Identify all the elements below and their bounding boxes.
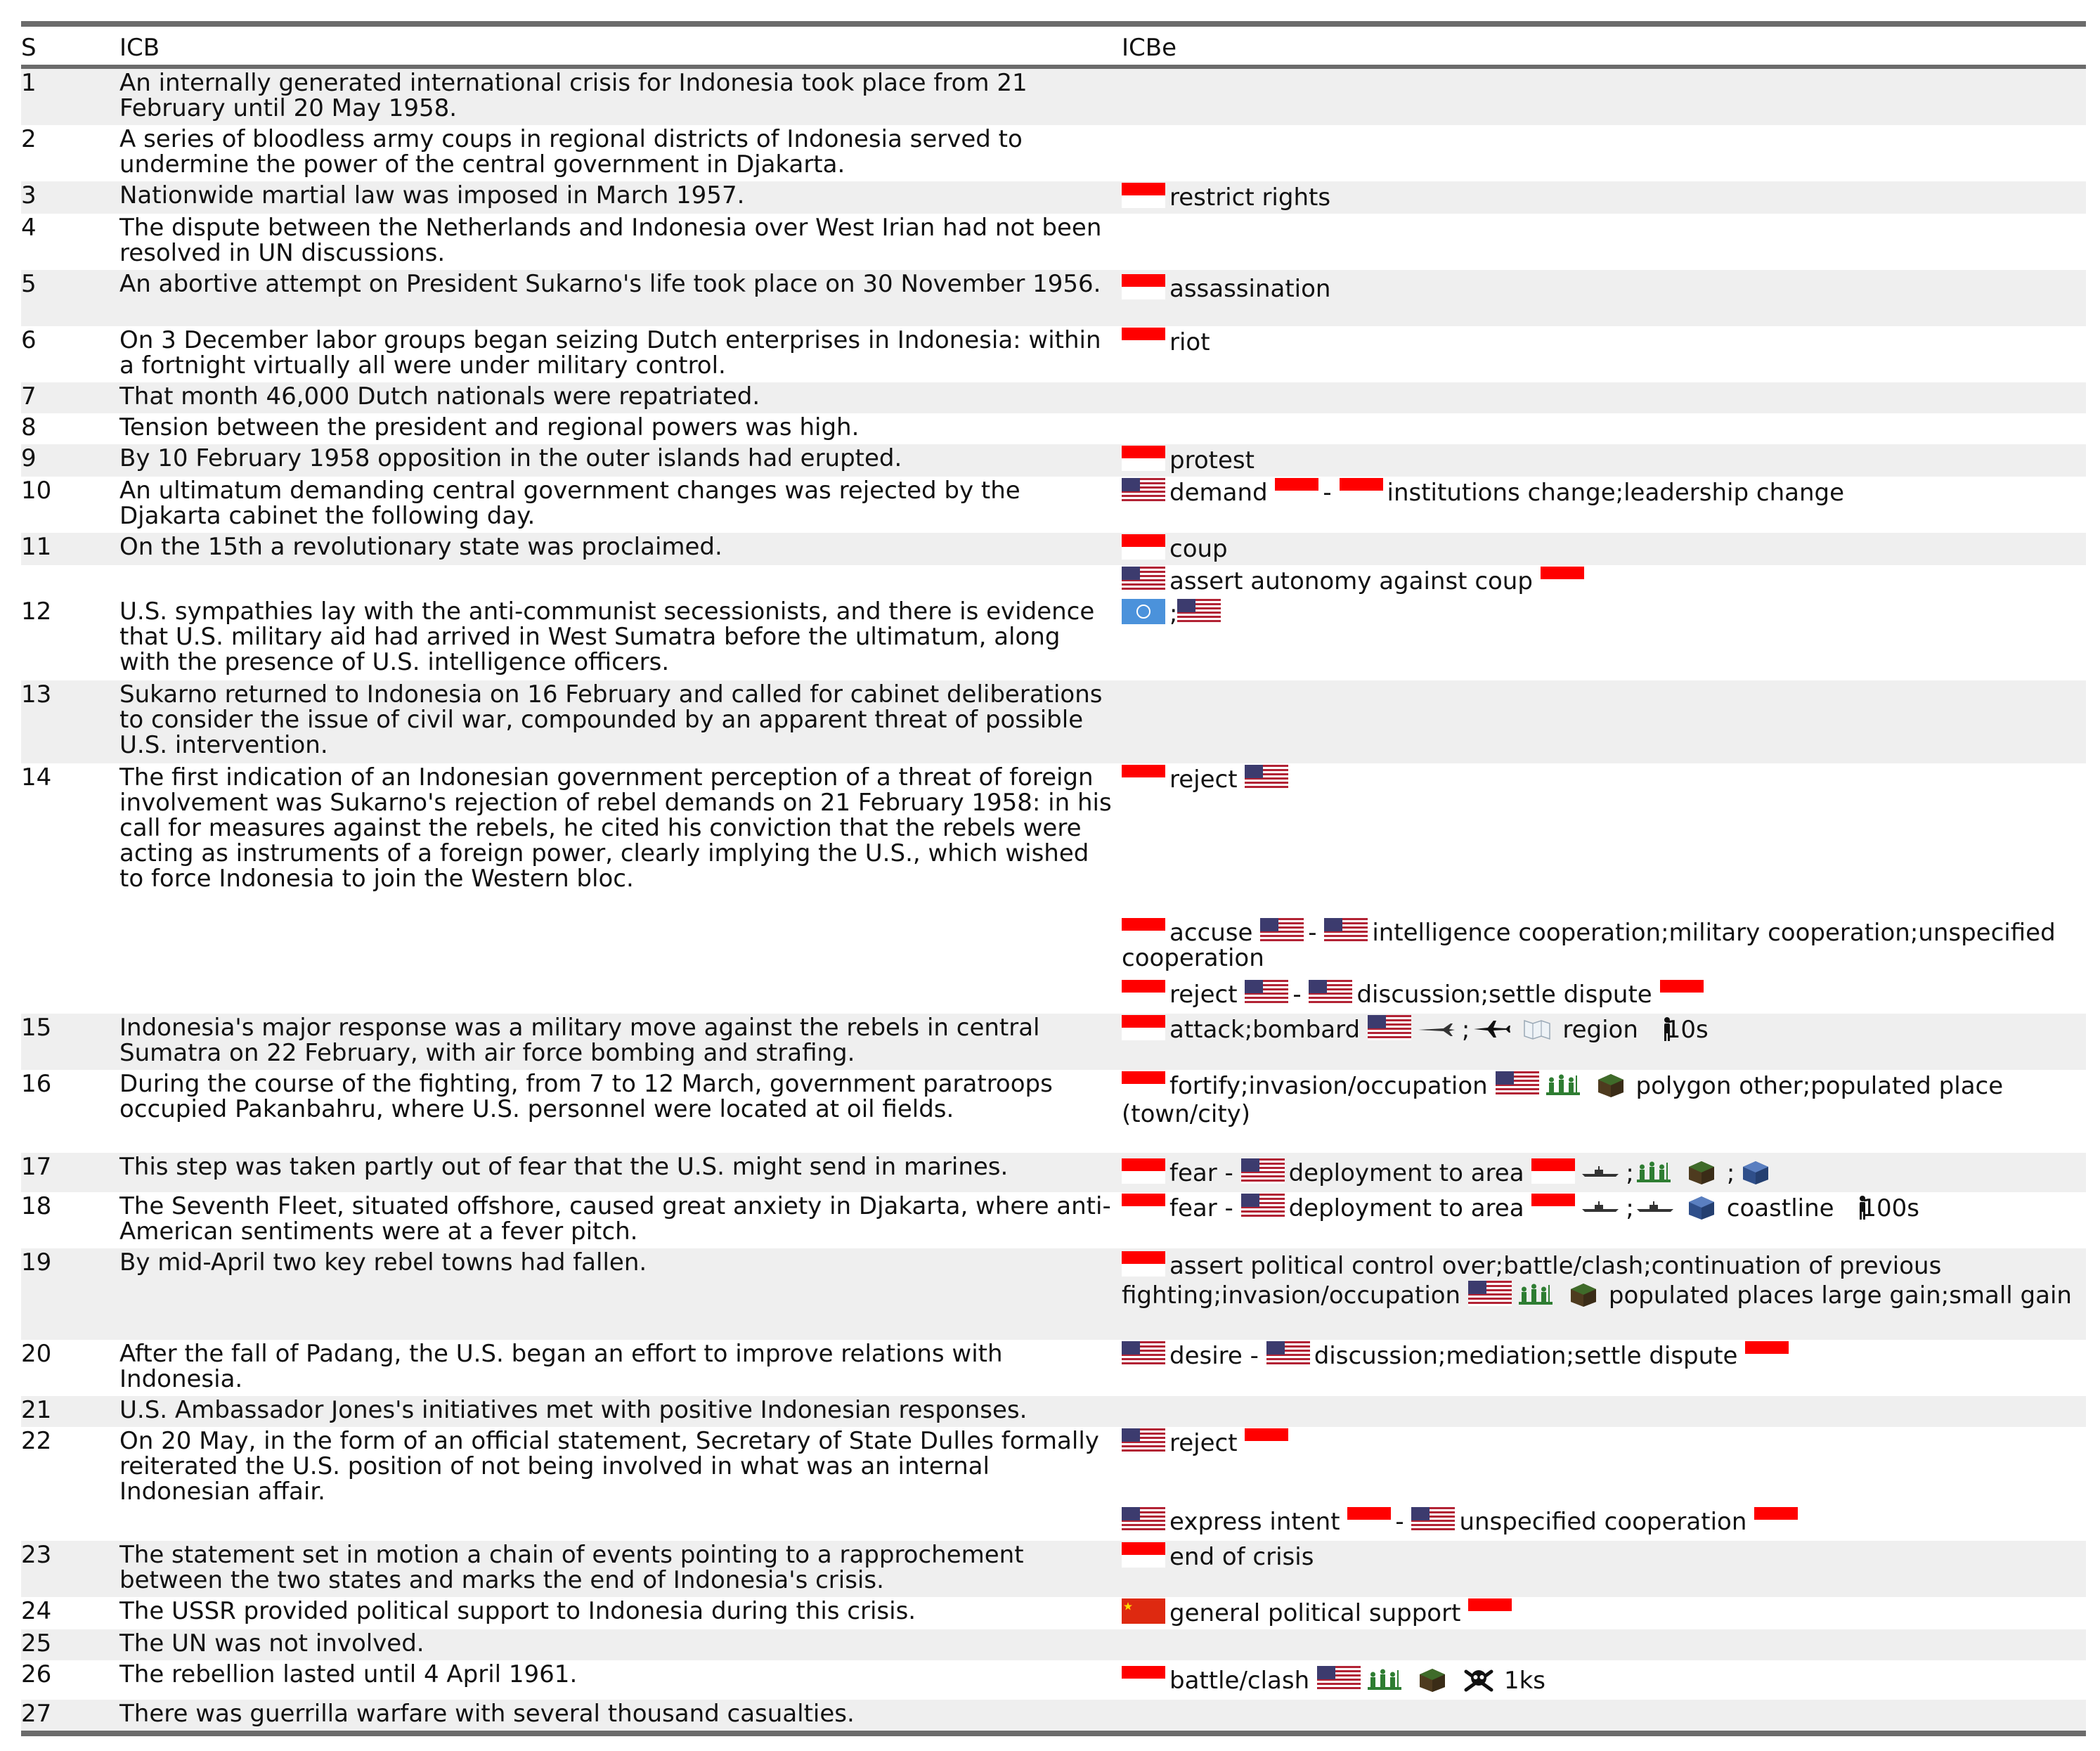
event-label: reject xyxy=(1169,1429,1238,1457)
indonesia-flag-icon xyxy=(1122,1194,1165,1219)
event xyxy=(1122,534,2086,567)
row-s: 12 xyxy=(21,597,52,626)
event-label: restrict rights xyxy=(1169,183,1331,212)
event-label: region xyxy=(1562,1016,1638,1044)
us-flag-icon xyxy=(1122,1507,1165,1532)
row-s: 11 xyxy=(21,533,52,561)
table-row xyxy=(21,444,2086,477)
row-s: 6 xyxy=(21,326,37,354)
row-s: 22 xyxy=(21,1427,52,1455)
event-label: demand xyxy=(1169,479,1268,507)
row-s: 14 xyxy=(21,763,52,791)
land-cube-icon xyxy=(1411,1667,1453,1693)
us-flag-icon xyxy=(1245,980,1288,1005)
us-flag-icon xyxy=(1309,980,1352,1005)
event-label: desire - xyxy=(1169,1342,1259,1370)
event-label: discussion;mediation;settle dispute xyxy=(1314,1342,1738,1370)
event xyxy=(1122,1250,2086,1310)
row-s: 2 xyxy=(21,125,37,153)
row-icbe xyxy=(1122,597,2086,680)
indonesia-flag-icon xyxy=(1468,1598,1512,1624)
row-icb: The rebellion lasted until 4 April 1961. xyxy=(119,1660,578,1688)
event-label: riot xyxy=(1169,328,1210,356)
table-row xyxy=(21,413,2086,444)
header-icb: ICB xyxy=(119,34,160,62)
soldiers-icon xyxy=(1365,1667,1407,1693)
table-row xyxy=(21,125,2086,181)
table-row xyxy=(21,1396,2086,1427)
land-cube-icon xyxy=(1562,1282,1605,1307)
row-icbe xyxy=(1122,382,2086,413)
row-s: 7 xyxy=(21,382,37,411)
us-flag-icon xyxy=(1245,765,1288,790)
event-label: express intent xyxy=(1169,1508,1340,1536)
row-icb: An abortive attempt on President Sukarno's life took place on 30 November 1956. xyxy=(119,270,1101,298)
event xyxy=(1122,1507,2086,1539)
soldiers-icon xyxy=(1634,1160,1676,1185)
row-icbe xyxy=(1122,326,2086,382)
indonesia-flag-icon xyxy=(1531,1194,1575,1219)
airplane-icon xyxy=(1470,1016,1512,1042)
table-row xyxy=(21,1192,2086,1248)
event-separator: ; xyxy=(1626,1194,1634,1222)
us-flag-icon xyxy=(1177,599,1221,624)
land-cube-icon xyxy=(1680,1160,1723,1185)
indonesia-flag-icon xyxy=(1122,1158,1165,1184)
event-label: 1ks xyxy=(1503,1667,1545,1695)
fighter-jet-icon xyxy=(1415,1016,1458,1042)
skull-crossbones-icon xyxy=(1458,1667,1500,1693)
row-icb: An ultimatum demanding central government changes was rejected by the Djakarta cabinet the following day. xyxy=(119,477,1020,530)
row-s: 8 xyxy=(21,413,37,441)
event-label: discussion;settle dispute xyxy=(1356,981,1652,1009)
row-s: 16 xyxy=(21,1070,52,1098)
event-label: end of crisis xyxy=(1169,1543,1314,1571)
us-flag-icon xyxy=(1122,478,1165,503)
event xyxy=(1122,1341,2086,1374)
header-icbe: ICBe xyxy=(1122,34,1177,62)
row-icbe xyxy=(1122,1660,2086,1700)
us-flag-icon xyxy=(1122,1428,1165,1454)
event-label: populated places large gain;small gain xyxy=(1608,1281,2072,1310)
event xyxy=(1122,980,2086,1012)
row-icb: Sukarno returned to Indonesia on 16 February and called for cabinet deliberations to consider the issue of civil war, compounded by an apparent threat of possible U.S. intervention. xyxy=(119,680,1103,759)
row-s: 23 xyxy=(21,1541,52,1569)
table-row xyxy=(21,680,2086,763)
un-flag-icon xyxy=(1122,599,1165,624)
row-icb: During the course of the fighting, from 7 to 12 March, government paratroops occupied Pakanbahru, where U.S. personnel were located at oil fields. xyxy=(119,1070,1053,1123)
row-icb: The statement set in motion a chain of events pointing to a rapprochement between the two states and marks the end of Indonesia's crisis. xyxy=(119,1541,1024,1594)
event-label: deployment to area xyxy=(1288,1159,1524,1187)
event-label: accuse xyxy=(1169,919,1253,947)
row-icb: Tension between the president and regional powers was high. xyxy=(119,413,860,441)
event xyxy=(1122,1154,2086,1191)
header-row xyxy=(21,27,2086,65)
row-icbe xyxy=(1122,413,2086,444)
top-rule xyxy=(21,21,2086,27)
row-s: 17 xyxy=(21,1153,52,1181)
row-s: 20 xyxy=(21,1340,52,1368)
row-s: 10 xyxy=(21,477,52,505)
row-s: 18 xyxy=(21,1192,52,1220)
table-row xyxy=(21,1597,2086,1629)
row-icbe xyxy=(1122,477,2086,533)
event-separator: - xyxy=(1308,919,1317,947)
event-label: assassination xyxy=(1169,275,1331,303)
table-row xyxy=(21,181,2086,214)
table-row xyxy=(21,1153,2086,1192)
event-separator: - xyxy=(1323,479,1332,507)
event xyxy=(1122,1015,2086,1047)
water-cube-icon xyxy=(1680,1195,1723,1220)
event xyxy=(1122,1194,2086,1226)
event-label: reject xyxy=(1169,981,1238,1009)
header-s: S xyxy=(21,34,37,62)
us-flag-icon xyxy=(1122,567,1165,592)
event-separator: ; xyxy=(1726,1159,1735,1187)
event xyxy=(1122,1662,2086,1698)
us-flag-icon xyxy=(1241,1194,1285,1219)
event-label: protest xyxy=(1169,446,1255,474)
row-s: 19 xyxy=(21,1248,52,1277)
row-s: 15 xyxy=(21,1014,52,1042)
row-icbe xyxy=(1122,1597,2086,1629)
row-icbe xyxy=(1122,1629,2086,1660)
row-icb: An internally generated international crisis for Indonesia took place from 21 February until 20 May 1958. xyxy=(119,69,1028,122)
us-flag-icon xyxy=(1411,1507,1455,1532)
event-label: polygon other;populated place (town/city) xyxy=(1122,1072,2004,1128)
row-icbe xyxy=(1122,1014,2086,1070)
table-row xyxy=(21,1541,2086,1597)
row-s: 26 xyxy=(21,1660,52,1688)
person-icon xyxy=(1646,1016,1661,1042)
row-s: 5 xyxy=(21,270,37,298)
row-icb: U.S. sympathies lay with the anti-communist secessionists, and there is evidence that U.S. military aid had arrived in West Sumatra before the ultimatum, along with the presence of U.S. intelligence officers. xyxy=(119,597,1095,676)
us-flag-icon xyxy=(1241,1158,1285,1184)
table-row xyxy=(21,270,2086,326)
indonesia-flag-icon xyxy=(1745,1341,1789,1366)
row-icbe xyxy=(1122,69,2086,125)
row-icbe xyxy=(1122,1541,2086,1597)
indonesia-flag-icon xyxy=(1340,478,1383,503)
us-flag-icon xyxy=(1368,1015,1411,1040)
row-icbe xyxy=(1122,214,2086,270)
table-row xyxy=(21,1340,2086,1396)
row-icb: The dispute between the Netherlands and Indonesia over West Irian had not been resolved in UN discussions. xyxy=(119,214,1102,267)
indonesia-flag-icon xyxy=(1275,478,1318,503)
row-s: 25 xyxy=(21,1629,52,1658)
table-row xyxy=(21,597,2086,680)
event-label: attack;bombard xyxy=(1169,1016,1361,1044)
row-icbe xyxy=(1122,1248,2086,1340)
row-icb: The UN was not involved. xyxy=(119,1629,424,1658)
indonesia-flag-icon xyxy=(1122,328,1165,353)
table-row xyxy=(21,1629,2086,1660)
row-icb: After the fall of Padang, the U.S. began an effort to improve relations with Indonesia. xyxy=(119,1340,1003,1393)
ship-icon xyxy=(1634,1195,1676,1220)
row-icb: The USSR provided political support to Indonesia during this crisis. xyxy=(119,1597,916,1625)
row-icb: U.S. Ambassador Jones's initiatives met with positive Indonesian responses. xyxy=(119,1396,1028,1424)
row-icb: On 20 May, in the form of an official statement, Secretary of State Dulles formally reiterated the U.S. position of not being involved in what was an internal Indonesian affair. xyxy=(119,1427,1099,1506)
row-icbe xyxy=(1122,1153,2086,1192)
event-separator: - xyxy=(1292,981,1302,1009)
indonesia-flag-icon xyxy=(1122,183,1165,208)
row-s: 24 xyxy=(21,1597,52,1625)
row-icbe xyxy=(1122,1396,2086,1427)
indonesia-flag-icon xyxy=(1347,1507,1391,1532)
indonesia-flag-icon xyxy=(1122,446,1165,471)
indonesia-flag-icon xyxy=(1122,1542,1165,1568)
indonesia-flag-icon xyxy=(1531,1158,1575,1184)
table-row xyxy=(21,1248,2086,1340)
indonesia-flag-icon xyxy=(1245,1428,1288,1454)
us-flag-icon xyxy=(1260,918,1304,943)
event xyxy=(1122,183,2086,215)
row-icbe xyxy=(1122,444,2086,477)
row-s: 13 xyxy=(21,680,52,709)
event xyxy=(1122,271,2086,306)
event xyxy=(1122,478,2086,510)
event-label: assert autonomy against coup xyxy=(1169,567,1533,595)
row-s: 3 xyxy=(21,181,37,209)
row-icbe xyxy=(1122,1070,2086,1153)
event-separator: ; xyxy=(1169,600,1178,628)
row-icbe xyxy=(1122,125,2086,181)
event-label: institutions change;leadership change xyxy=(1387,479,1844,507)
row-icb: On 3 December labor groups began seizing Dutch enterprises in Indonesia: within a fortnight virtually all were under military control. xyxy=(119,326,1101,380)
event xyxy=(1122,599,2086,631)
us-flag-icon xyxy=(1496,1071,1539,1097)
table-row xyxy=(21,382,2086,413)
row-icbe xyxy=(1122,533,2086,565)
table-row-continuation xyxy=(21,565,2086,597)
event-label: fortify;invasion/occupation xyxy=(1169,1072,1488,1100)
row-icb: On the 15th a revolutionary state was proclaimed. xyxy=(119,533,722,561)
event-label: deployment to area xyxy=(1288,1194,1524,1222)
us-flag-icon xyxy=(1324,918,1368,943)
us-flag-icon xyxy=(1317,1666,1361,1691)
row-icb: A series of bloodless army coups in regional districts of Indonesia served to undermine the power of the central government in Djakarta. xyxy=(119,125,1023,179)
row-icbe xyxy=(1122,270,2086,326)
event xyxy=(1122,1598,2086,1631)
us-flag-icon xyxy=(1266,1341,1310,1366)
row-icbe xyxy=(1122,565,2086,597)
event-label: unspecified cooperation xyxy=(1459,1508,1747,1536)
event xyxy=(1122,1542,2086,1575)
row-icbe xyxy=(1122,1427,2086,1541)
table-row xyxy=(21,1070,2086,1153)
event-label: general political support xyxy=(1169,1599,1461,1627)
table-row xyxy=(21,763,2086,1014)
table-row xyxy=(21,1700,2086,1731)
event xyxy=(1122,1428,2086,1461)
event-label: assert political control over;battle/clash;continuation of previous fighting;invasion/occupation xyxy=(1122,1252,1942,1310)
ship-icon xyxy=(1579,1195,1621,1220)
indonesia-flag-icon xyxy=(1122,1251,1165,1277)
row-icb: By mid-April two key rebel towns had fallen. xyxy=(119,1248,647,1277)
row-icbe xyxy=(1122,181,2086,214)
table-row xyxy=(21,477,2086,533)
event xyxy=(1122,765,2086,797)
row-icb: The first indication of an Indonesian government perception of a threat of foreign involvement was Sukarno's rejection of rebel demands on 21 February 1958: in his call for measures against the rebels, he cited his conviction that the rebels were acting as instruments of a foreign power, clearly implying the U.S., which wished to force Indonesia to join the Western bloc. xyxy=(119,763,1112,893)
table-row xyxy=(21,1660,2086,1700)
event-label: fear - xyxy=(1169,1194,1233,1222)
indonesia-flag-icon xyxy=(1122,534,1165,560)
row-s: 9 xyxy=(21,444,37,472)
indonesia-flag-icon xyxy=(1122,274,1165,299)
row-icbe xyxy=(1122,680,2086,763)
event-label: 10s xyxy=(1665,1016,1709,1044)
event-label: reject xyxy=(1169,765,1238,794)
event-label: coastline xyxy=(1726,1194,1834,1222)
soldiers-icon xyxy=(1543,1073,1586,1098)
row-s: 21 xyxy=(21,1396,52,1424)
row-s: 27 xyxy=(21,1700,52,1728)
event-separator: ; xyxy=(1461,1016,1470,1044)
table-row xyxy=(21,1014,2086,1070)
row-icbe xyxy=(1122,763,2086,1014)
indonesia-flag-icon xyxy=(1541,567,1584,592)
table-row xyxy=(21,326,2086,382)
row-icbe xyxy=(1122,1192,2086,1248)
row-icb: The Seventh Fleet, situated offshore, caused great anxiety in Djakarta, where anti-American sentiments were at a fever pitch. xyxy=(119,1192,1111,1246)
indonesia-flag-icon xyxy=(1122,918,1165,943)
indonesia-flag-icon xyxy=(1660,980,1704,1005)
indonesia-flag-icon xyxy=(1122,765,1165,790)
event xyxy=(1122,918,2086,976)
ship-icon xyxy=(1579,1160,1621,1185)
us-flag-icon xyxy=(1468,1281,1512,1306)
land-cube-icon xyxy=(1590,1073,1632,1098)
table-row xyxy=(21,533,2086,565)
row-icb: That month 46,000 Dutch nationals were repatriated. xyxy=(119,382,760,411)
event-separator: - xyxy=(1395,1508,1404,1536)
row-icb: Nationwide martial law was imposed in March 1957. xyxy=(119,181,745,209)
person-icon xyxy=(1841,1195,1857,1220)
indonesia-flag-icon xyxy=(1122,980,1165,1005)
event-label: 100s xyxy=(1861,1194,1919,1222)
row-icb: There was guerrilla warfare with several thousand casualties. xyxy=(119,1700,855,1728)
event xyxy=(1122,328,2086,360)
event-label: fear - xyxy=(1169,1159,1233,1187)
water-cube-icon xyxy=(1735,1160,1777,1185)
map-icon xyxy=(1516,1016,1558,1042)
soldiers-icon xyxy=(1516,1282,1558,1307)
bottom-rule xyxy=(21,1731,2086,1736)
event-label: battle/clash xyxy=(1169,1667,1310,1695)
event xyxy=(1122,567,2086,599)
indonesia-flag-icon xyxy=(1754,1507,1798,1532)
indonesia-flag-icon xyxy=(1122,1666,1165,1691)
row-s: 4 xyxy=(21,214,37,242)
event xyxy=(1122,446,2086,478)
row-s: 1 xyxy=(21,69,37,97)
indonesia-flag-icon xyxy=(1122,1071,1165,1097)
event-separator: ; xyxy=(1626,1159,1634,1187)
event-label: intelligence cooperation;military cooperation;unspecified cooperation xyxy=(1122,919,2056,972)
table-row xyxy=(21,69,2086,125)
row-icb: This step was taken partly out of fear that the U.S. might send in marines. xyxy=(119,1153,1009,1181)
event-label: coup xyxy=(1169,535,1228,563)
table-row xyxy=(21,214,2086,270)
indonesia-flag-icon xyxy=(1122,1015,1165,1040)
us-flag-icon xyxy=(1122,1341,1165,1366)
china-flag-icon xyxy=(1122,1598,1165,1624)
row-icbe xyxy=(1122,1700,2086,1731)
row-icbe xyxy=(1122,1340,2086,1396)
table-row xyxy=(21,1427,2086,1541)
document-page xyxy=(21,21,2086,1736)
event xyxy=(1122,1071,2086,1128)
row-icb: By 10 February 1958 opposition in the outer islands had erupted. xyxy=(119,444,902,472)
row-icb: Indonesia's major response was a military move against the rebels in central Sumatra on 22 February, with air force bombing and strafing. xyxy=(119,1014,1040,1067)
